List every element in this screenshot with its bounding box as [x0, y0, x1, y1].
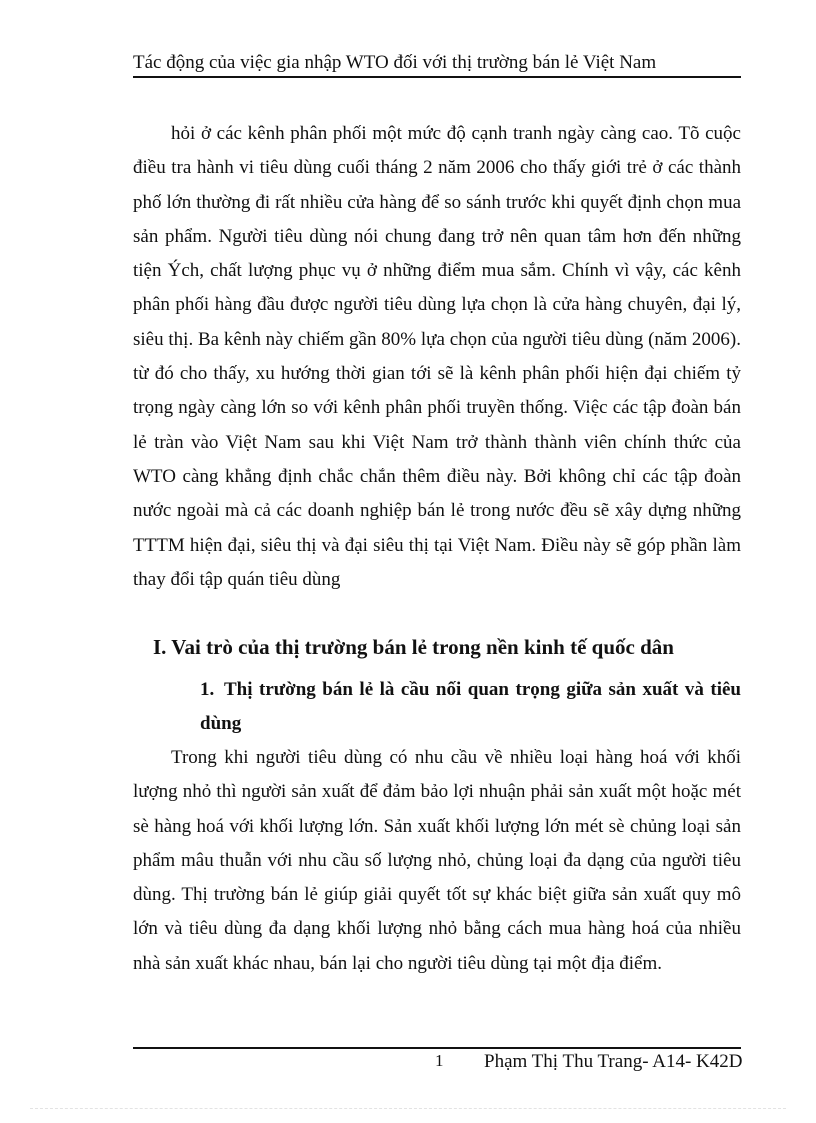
footer-divider [133, 1047, 741, 1049]
page-header-title: Tác động của việc gia nhập WTO đối với thị trường bán lẻ Việt Nam [133, 50, 741, 78]
page-number: 1 [435, 1051, 444, 1070]
body-paragraph-2: Trong khi người tiêu dùng có nhu cầu về nhiều loại hàng hoá với khối lượng nhỏ thì người sản xuất để đảm bảo lợi nhuận phải sản xuất một hoặc mét sè hàng hoá với khối lượng lớn. Sản xuất khối lượng lớn mét sè chủng loại sản phẩm mâu thuẫn với nhu cầu số lượng nhỏ, chủng loại đa dạng của người tiêu dùng. Thị trường bán lẻ giúp giải quyết tốt sự khác biệt giữa sản xuất quy mô lớn và tiêu dùng đa dạng khối lượng nhỏ bằng cách mua hàng hoá của nhiều nhà sản xuất khác nhau, bán lại cho người tiêu dùng tại một địa điểm. [133, 747, 741, 974]
body-paragraph-1: hỏi ở các kênh phân phối một mức độ cạnh tranh ngày càng cao. Tõ cuộc điều tra hành vi tiêu dùng cuối tháng 2 năm 2006 cho thấy giới trẻ ở các thành phố lớn thường đi rất nhiều cửa hàng để so sánh trước khi quyết định chọn mua sản phẩm. Người tiêu dùng nói chung đang trở nên quan tâm hơn đến những tiện Ých, chất lượng phục vụ ở những điểm mua sắm. Chính vì vậy, các kênh phân phối hàng đầu được người tiêu dùng lựa chọn là cửa hàng chuyên, đại lý, siêu thị. Ba kênh này chiếm gần 80% lựa chọn của người tiêu dùng (năm 2006). từ đó cho thấy, xu hướng thời gian tới sẽ là kênh phân phối hiện đại chiếm tỷ trọng ngày càng lớn so với kênh phân phối truyền thống. Việc các tập đoàn bán lẻ tràn vào Việt Nam sau khi Việt Nam trở thành thành viên chính thức của WTO càng khẳng định chắc chắn thêm điều này. Bởi không chỉ các tập đoàn nước ngoài mà cả các doanh nghiệp bán lẻ trong nước đều sẽ xây dựng những TTTM hiện đại, siêu thị và đại siêu thị tại Việt Nam. Điều này sẽ góp phần làm thay đổi tập quán tiêu dùng [133, 123, 741, 590]
subsection-number: 1. [200, 679, 215, 700]
section-heading: I. Vai trò của thị trường bán lẻ trong nền kinh tế quốc dân [153, 635, 674, 659]
footer-author: Phạm Thị Thu Trang- A14- K42D [484, 1051, 743, 1072]
subsection-heading [200, 673, 741, 741]
subsection-title: Thị trường bán lẻ là cầu nối quan trọng giữa sản xuất và tiêu dùng [200, 679, 741, 734]
page-edge-divider [30, 1108, 786, 1109]
